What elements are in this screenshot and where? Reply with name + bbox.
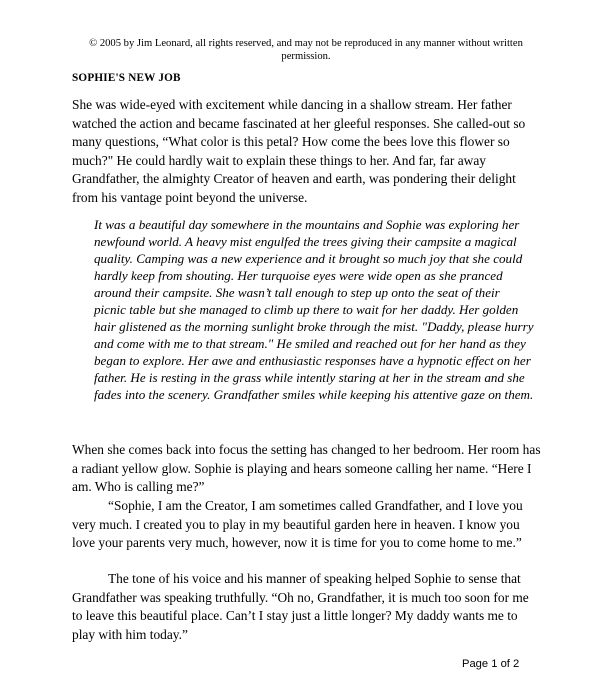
copyright-notice: © 2005 by Jim Leonard, all rights reserved, and may not be reproduced in any manner without written permission. — [89, 38, 523, 62]
paragraph-bedroom: When she comes back into focus the setting has changed to her bedroom. Her room has a radiant yellow glow. Sophie is playing and hears someone calling her name. “Here I am. Who is calling me?” — [72, 442, 541, 494]
story-title: SOPHIE'S NEW JOB — [72, 72, 181, 84]
paragraph-opening: She was wide-eyed with excitement while dancing in a shallow stream. Her father watched the action and became fascinated at her gleeful responses. She called-out so many questions, “What color is this petal? How come the bees love this flower so much?" He could hardly wait to explain these things to her. And far, far away Grandfather, the almighty Creator of heaven and earth, was pondering their delight from his vantage point beyond the universe. — [72, 97, 526, 205]
paragraph-creator-speech: “Sophie, I am the Creator, I am sometimes called Grandfather, and I love you very much. I created you to play in my beautiful garden here in heaven. I know you love your parents very much, however, now it is time for you to come home to me.” — [72, 498, 523, 550]
paragraph-sophie-reply: The tone of his voice and his manner of speaking helped Sophie to sense that Grandfather was speaking truthfully. “Oh no, Grandfather, it is much too soon for me to leave this beautiful place. Can’t I stay just a little longer? My daddy wants me to play with him today.” — [72, 571, 529, 642]
italic-block-quote: It was a beautiful day somewhere in the mountains and Sophie was exploring her newfound world. A heavy mist engulfed the trees giving their campsite a magical quality. Camping was a new experience and it brought so much joy that she could hardly keep from shouting. Her turquoise eyes were wide open as she pranced around their campsite. She wasn’t tall enough to step up onto the seat of their picnic table but she managed to climb up there to wait for her daddy. Her golden hair glistened as the morning sunlight broke through the mist. "Daddy, please hurry and come with me to that stream." He smiled and reached out for her hand as they began to explore. Her awe and enthusiastic responses have a hypnotic effect on her father. He is resting in the grass while intently staring at her in the stream and she fades into the scenery. Grandfather smiles while keeping his attentive gaze on them. — [94, 217, 534, 402]
page-number: Page 1 of 2 — [462, 658, 520, 670]
